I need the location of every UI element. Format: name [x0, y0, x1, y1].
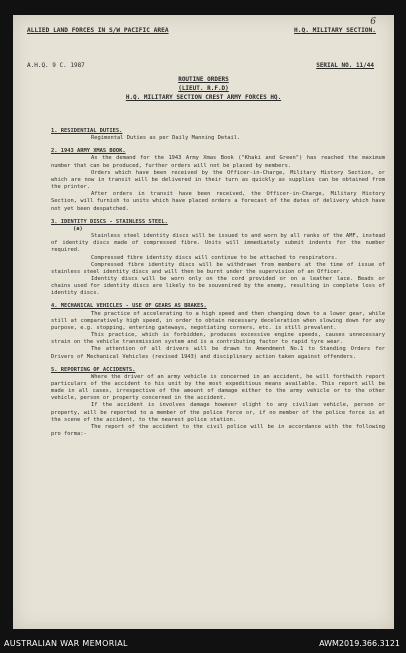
document-issuer: H.Q. MILITARY SECTION CREST ARMY FORCES HQ. — [125, 94, 282, 101]
section — [51, 303, 385, 360]
paragraph: The practice of accelerating to a high speed and then changing down to a lower gear, while still at comparatively high speed, in order to obtain necessary deceleration when slowing down for any purpose, e.g. stopping, entering gateways, negotiating corners, etc. is still prevalent. — [51, 310, 385, 331]
section-heading: 2. 1943 ARMY XMAS BOOK. — [51, 148, 126, 155]
section — [51, 128, 385, 142]
paragraph: Stainless steel identity discs will be issued to and worn by all ranks of the AMF, instead of identity discs made of compressed fibre. Units will immediately submit indents for the number required. — [51, 233, 385, 254]
paragraph: The report of the accident to the civil police will be in accordance with the following pro forma:- — [51, 423, 385, 438]
document-page — [13, 15, 394, 629]
section — [51, 219, 385, 298]
header-right: H.Q. MILITARY SECTION. — [294, 27, 376, 34]
section-heading: 5. REPORTING OF ACCIDENTS. — [51, 366, 136, 373]
document-title: ROUTINE ORDERS — [178, 76, 229, 83]
footer-accession: AWM2019.366.3121 — [319, 639, 400, 648]
serial-number: SERIAL NO. 11/44 — [316, 62, 374, 69]
footer-institution: AUSTRALIAN WAR MEMORIAL — [4, 639, 128, 648]
reference-number: A.H.Q. 9 C. 1987 — [27, 62, 85, 69]
paragraph: Regimental Duties as per Daily Manning Detail. — [91, 135, 241, 142]
page-mark: 6 — [370, 17, 376, 27]
section-heading: 4. MECHANICAL VEHICLES - USE OF GEARS AS BRAKES. — [51, 303, 207, 310]
section-subheading: (a) — [73, 225, 83, 232]
paragraph: As the demand for the 1943 Army Xmas Book ("Khaki and Green") has reached the maximum number that can be produced, further orders will not be placed by members. — [51, 155, 385, 169]
paragraph: If the accident is involves damage however slight to any civilian vehicle, person or property, will be reported to a member of the police force or, if no member of the police force is at the scene of the accident, to the nearest police station. — [51, 402, 385, 423]
paragraph: The attention of all drivers will be drawn to Amendment No.1 to Standing Orders for Drivers of Mechanical Vehicles (revised 1943) and disciplinary action taken against offenders. — [51, 346, 385, 360]
paragraph: Orders which have been received by the Officer-in-Charge, Military History Section, or which are now in transit will be delivered in their turn as quickly as supplies can be obtained from the printer. — [51, 169, 385, 191]
document-subtitle: (LIEUT. R.F.D) — [178, 85, 229, 92]
paragraph: Compressed fibre identity discs will be withdrawn from members at the time of issue of stainless steel identity discs and will then be burnt under the supervision of an Officer. — [51, 261, 385, 275]
section — [51, 148, 385, 212]
paragraph: Where the driver of an army vehicle is concerned in an accident, he will forthwith report particulars of the accident to his unit by the most expeditious means available. This report will be made in all cases, irrespective of the amount of damage either to the army vehicle or to the other vehicle, person or property concerned in the accident. — [51, 373, 385, 402]
paragraph: Compressed fibre identity discs will continue to be attached to respirators. — [91, 254, 338, 261]
paragraph: After orders in transit have been received, the Officer-in-Charge, Military History Section, will furnish to units which have placed orders a forecast of the dates of delivery which have not yet been despatched. — [51, 191, 385, 212]
header-left: ALLIED LAND FORCES IN S/W PACIFIC AREA — [27, 27, 169, 34]
document-body — [51, 128, 385, 438]
section-heading: 1. RESIDENTIAL DUTIES. — [51, 128, 123, 134]
section-heading: 3. IDENTITY DISCS - STAINLESS STEEL. — [51, 218, 168, 225]
footer-bar — [0, 637, 406, 653]
paragraph: Identity discs will be worn only on the cord provided or on a leather lace. Beads or chains used for identity discs are likely to be souvenired by the enemy, resulting in complete loss of identity discs. — [51, 275, 385, 297]
paragraph: This practice, which is forbidden, produces excessive engine speeds, causes unnecessary strain on the vehicle transmission system and is a contributing factor to rapid tyre wear. — [51, 332, 385, 346]
section — [51, 367, 385, 439]
